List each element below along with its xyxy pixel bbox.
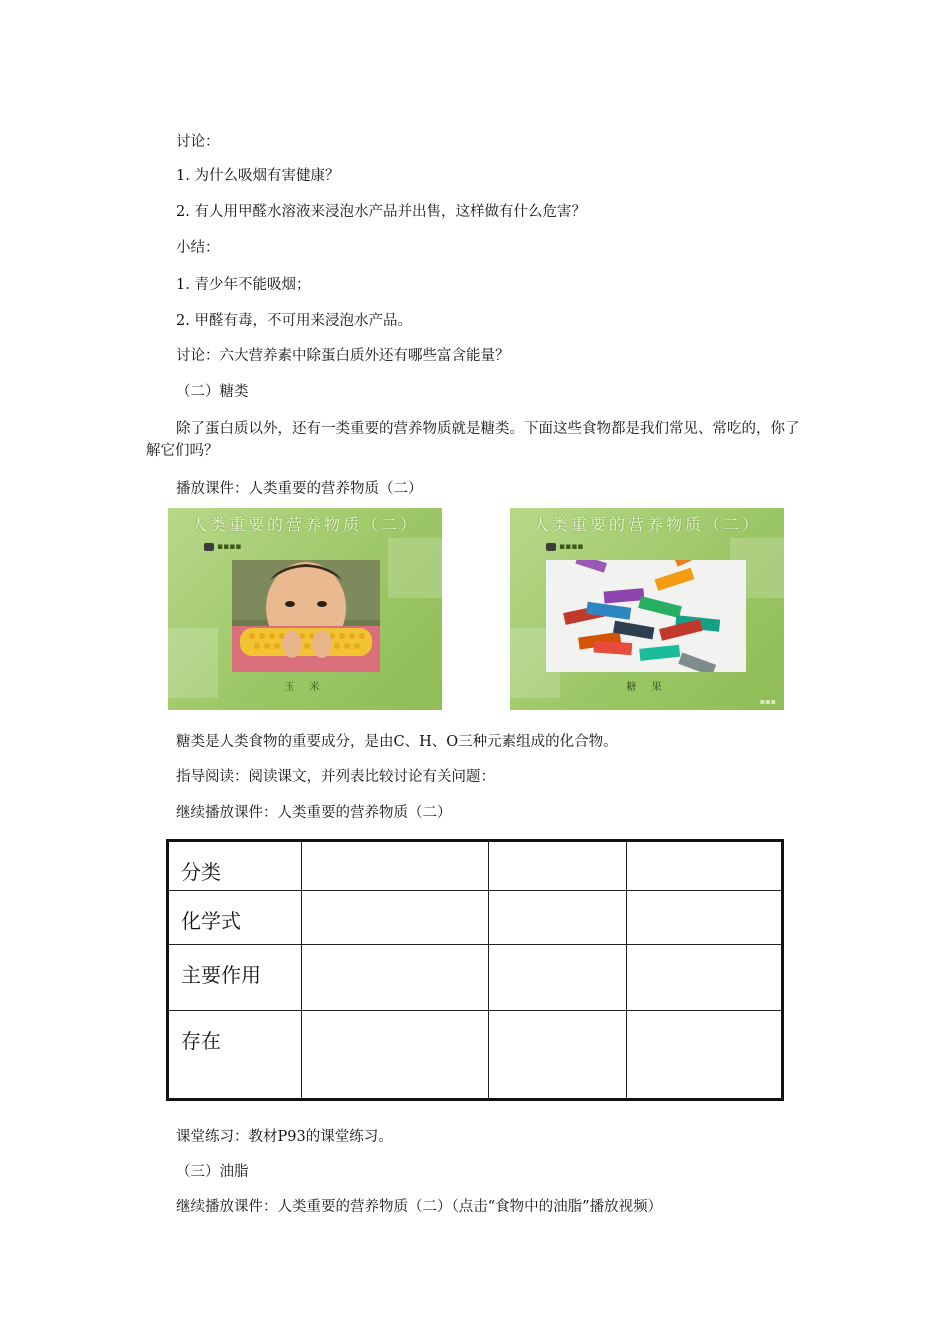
text-line: 播放课件：人类重要的营养物质（二） <box>176 481 423 497</box>
table-cell <box>302 945 489 1011</box>
text-line: 1. 为什么吸烟有害健康？ <box>176 168 340 184</box>
table-row <box>168 945 783 1011</box>
table-cell <box>302 891 489 945</box>
row-label: 主要作用 <box>168 945 302 1011</box>
row-label: 化学式 <box>168 891 302 945</box>
candy-photo <box>546 560 746 672</box>
slide-title: 人类重要的营养物质（二） <box>532 515 761 534</box>
slide-title: 人类重要的营养物质（二） <box>190 515 419 534</box>
comparison-table <box>166 839 784 1101</box>
slide-candy <box>510 508 784 710</box>
text-line: 2. 甲醛有毒，不可用来浸泡水产品。 <box>176 313 412 329</box>
slide-caption: 糖 果 <box>626 682 668 693</box>
slide-subtitle-icon: ▪▪▪▪ <box>546 542 583 552</box>
table-cell <box>489 841 627 891</box>
brand-mark: ▪▪▪ <box>759 697 776 706</box>
text-line: 课堂练习：教材P93的课堂练习。 <box>176 1129 393 1145</box>
section-heading: （三）油脂 <box>176 1164 249 1180</box>
text-line: 小结： <box>176 240 220 256</box>
row-label: 分类 <box>168 841 302 891</box>
corn-photo <box>232 560 380 672</box>
slide-caption: 玉 米 <box>284 682 326 693</box>
table-cell <box>627 1011 783 1100</box>
text-line: 讨论： <box>176 134 220 150</box>
table-cell <box>302 841 489 891</box>
section-heading: （二）糖类 <box>176 384 249 400</box>
table-cell <box>489 945 627 1011</box>
table-row <box>168 1011 783 1100</box>
text-line: 糖类是人类食物的重要成分，是由C、H、O三种元素组成的化合物。 <box>176 734 618 750</box>
row-label: 存在 <box>168 1011 302 1100</box>
slide-corn <box>168 508 442 710</box>
text-line: 指导阅读：阅读课文，并列表比较讨论有关问题： <box>176 769 495 785</box>
text-line: 2. 有人用甲醛水溶液来浸泡水产品并出售，这样做有什么危害？ <box>176 204 586 220</box>
table-cell <box>627 945 783 1011</box>
table-row <box>168 891 783 945</box>
table-cell <box>627 841 783 891</box>
table-cell <box>489 891 627 945</box>
table-row <box>168 841 783 891</box>
paragraph: 除了蛋白质以外，还有一类重要的营养物质就是糖类。下面这些食物都是我们常见、常吃的，你了解它们吗？ <box>146 421 800 459</box>
table-cell <box>489 1011 627 1100</box>
text-line: 1. 青少年不能吸烟； <box>176 277 311 293</box>
text-line: 讨论：六大营养素中除蛋白质外还有哪些富含能量？ <box>176 348 510 364</box>
text-line: 继续播放课件：人类重要的营养物质（二） <box>176 805 452 821</box>
table-cell <box>627 891 783 945</box>
text-line: 继续播放课件：人类重要的营养物质（二）（点击“食物中的油脂”播放视频） <box>176 1199 663 1215</box>
table-cell <box>302 1011 489 1100</box>
slide-subtitle-icon: ▪▪▪▪ <box>204 542 241 552</box>
